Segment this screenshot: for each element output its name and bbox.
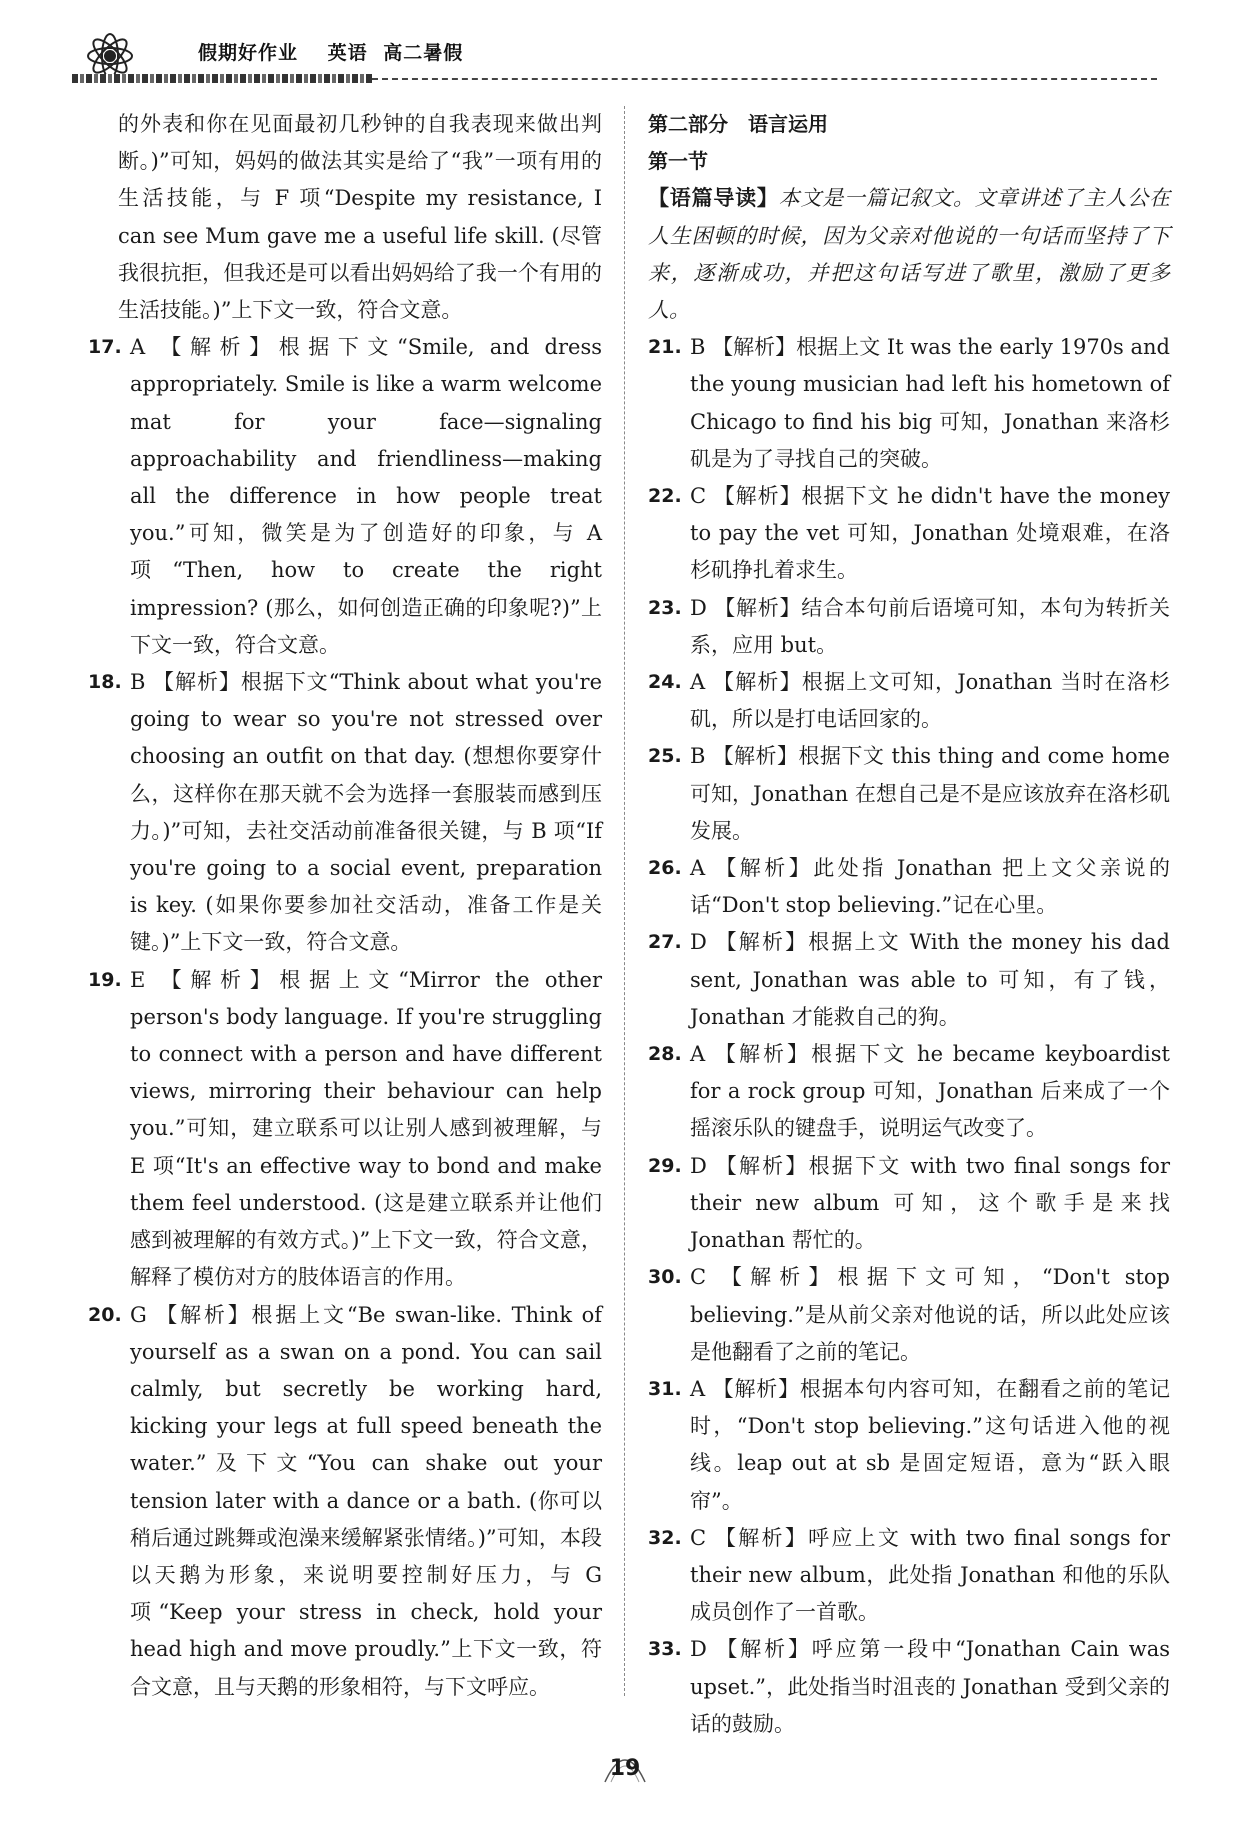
item-number: 27. — [648, 931, 682, 954]
item-number: 18. — [88, 671, 122, 694]
item-explanation: B 【解析】根据下文“Think about what you're going to wear so you're not stressed over choosing an outfit on that day. (想想你要穿什么，这样你在那天就不会为选择一套服装而感到压力。)”可知，去社交活动前准备很关键，与 B 项“If you're going to a social event, preparation is key. (如果你要参加社交活动，准备工作是关键。)”上下文一致，符合文意。 — [130, 670, 602, 955]
item-number: 17. — [88, 336, 122, 359]
answer-item-19 — [88, 962, 602, 1297]
answer-item-18 — [88, 664, 602, 962]
answer-item-27 — [648, 924, 1170, 1036]
item-number: 29. — [648, 1154, 682, 1177]
header-rule-dashed — [372, 78, 1157, 80]
column-divider — [624, 106, 625, 1696]
item-number: 26. — [648, 857, 682, 880]
page-number-text: 19 — [609, 1756, 641, 1781]
item-number: 19. — [88, 968, 122, 991]
item-explanation: A 【解析】根据下文 he became keyboardist for a rock group 可知，Jonathan 后来成了一个摇滚乐队的键盘手，说明运气改变了。 — [690, 1042, 1170, 1141]
page-header — [60, 22, 1170, 92]
item-number: 30. — [648, 1266, 682, 1289]
item-explanation: D 【解析】结合本句前后语境可知，本句为转折关系，应用 but。 — [690, 595, 1170, 657]
item-number: 24. — [648, 671, 682, 694]
item-number: 31. — [648, 1377, 682, 1400]
answer-item-20 — [88, 1297, 602, 1706]
item-explanation: D 【解析】根据下文 with two final songs for their new album 可知，这个歌手是来找 Jonathan 帮忙的。 — [690, 1153, 1170, 1253]
section-title: 第一节 — [648, 149, 708, 174]
item-explanation: C 【解析】根据下文可知，“Don't stop believing.”是从前父亲对他说的话，所以此处应该是他翻看了之前的笔记。 — [690, 1265, 1170, 1364]
left-intro-paragraph: 的外表和你在见面最初几秒钟的自我表现来做出判断。)”可知，妈妈的做法其实是给了“我”一项有用的生活技能，与 F 项“Despite my resistance, I can see Mum gave me a useful life skill. (尽管我很抗拒，但我还是可以看出妈妈给了我一个有用的生活技能。)”上下文一致，符合文意。 — [118, 112, 602, 323]
header-rule-pattern — [72, 74, 372, 83]
answer-item-31 — [648, 1371, 1170, 1520]
answer-item-29 — [648, 1148, 1170, 1260]
item-number: 28. — [648, 1043, 682, 1066]
header-grade: 高二暑假 — [383, 42, 464, 64]
part-title: 第二部分 语言运用 — [648, 112, 828, 136]
answer-item-24 — [648, 664, 1170, 738]
answer-item-23 — [648, 590, 1170, 664]
answer-item-25 — [648, 738, 1170, 850]
item-explanation: A 【解析】此处指 Jonathan 把上文父亲说的话“Don't stop believing.”记在心里。 — [690, 856, 1170, 918]
item-explanation: G 【解析】根据上文“Be swan-like. Think of yourself as a swan on a pond. You can sail calmly, but secretly be working hard, kicking your legs at full speed beneath the water.”及下文“You can shake out your tension later with a dance or a bath. (你可以稍后通过跳舞或泡澡来缓解紧张情绪。)”可知，本段以天鹅为形象，来说明要控制好压力，与 G 项“Keep your stress in check, hold your head high and move proudly.”上下文一致，符合文意，且与天鹅的形象相符，与下文呼应。 — [130, 1302, 602, 1699]
item-number: 32. — [648, 1526, 682, 1549]
answer-item-30 — [648, 1259, 1170, 1371]
page-number — [597, 1744, 653, 1788]
item-number: 22. — [648, 485, 682, 508]
header-subject: 英语 — [327, 42, 368, 64]
item-explanation: A 【解析】根据下文“Smile, and dress appropriately. Smile is like a warm welcome mat for your face—signaling approachability and friendliness—making all the difference in how people treat you.”可知，微笑是为了创造好的印象，与 A 项“Then, how to create the right impression? (那么，如何创造正确的印象呢?)”上下文一致，符合文意。 — [130, 335, 602, 657]
item-number: 23. — [648, 596, 682, 619]
item-explanation: B 【解析】根据上文 It was the early 1970s and the young musician had left his hometown of Chicago to find his big 可知，Jonathan 来洛杉矶是为了寻找自己的突破。 — [690, 335, 1170, 471]
item-explanation: A 【解析】根据上文可知，Jonathan 当时在洛杉矶，所以是打电话回家的。 — [690, 670, 1170, 732]
item-number: 25. — [648, 745, 682, 768]
guide-label: 【语篇导读】 — [648, 186, 779, 211]
item-explanation: E 【解析】根据上文“Mirror the other person's body language. If you're struggling to connect with a person and have different views, mirroring their behaviour can help you.”可知，建立联系可以让别人感到被理解，与 E 项“It's an effective way to bond and make them feel understood. (这是建立联系并让他们感到被理解的有效方式。)”上下文一致，符合文意，解释了模仿对方的肢体语言的作用。 — [130, 967, 602, 1290]
item-explanation: B 【解析】根据下文 this thing and come home 可知，Jonathan 在想自己是不是应该放弃在洛杉矶发展。 — [690, 744, 1170, 843]
answer-item-17 — [88, 329, 602, 664]
item-number: 20. — [88, 1303, 122, 1326]
item-explanation: C 【解析】呼应上文 with two final songs for their new album，此处指 Jonathan 和他的乐队成员创作了一首歌。 — [690, 1525, 1170, 1625]
guide-text: 本文是一篇记叙文。文章讲述了主人公在人生困顿的时候，因为父亲对他说的一句话而坚持了下来，逐渐成功，并把这句话写进了歌里，激励了更多人。 — [648, 186, 1171, 323]
item-explanation: D 【解析】呼应第一段中“Jonathan Cain was upset.”，此处指当时沮丧的 Jonathan 受到父亲的话的鼓励。 — [690, 1637, 1170, 1736]
answer-item-21 — [648, 329, 1170, 478]
right-column — [648, 106, 1170, 1743]
item-explanation: D 【解析】根据上文 With the money his dad sent, Jonathan was able to 可知，有了钱，Jonathan 才能救自己的狗。 — [690, 930, 1170, 1029]
item-explanation: A 【解析】根据本句内容可知，在翻看之前的笔记时，“Don't stop believing.”这句话进入他的视线。leap out at sb 是固定短语，意为“跃入眼帘”。 — [690, 1376, 1170, 1513]
answer-item-28 — [648, 1036, 1170, 1148]
answer-item-26 — [648, 850, 1170, 924]
answer-item-33 — [648, 1631, 1170, 1743]
item-explanation: C 【解析】根据下文 he didn't have the money to pay the vet 可知，Jonathan 处境艰难，在洛杉矶挣扎着求生。 — [690, 484, 1170, 583]
item-number: 21. — [648, 336, 682, 359]
answer-item-22 — [648, 478, 1170, 590]
left-column — [88, 106, 602, 1706]
header-title — [198, 38, 485, 65]
answer-item-32 — [648, 1520, 1170, 1632]
reading-guide — [648, 180, 1170, 329]
item-number: 33. — [648, 1638, 682, 1661]
header-series: 假期好作业 — [198, 42, 299, 64]
